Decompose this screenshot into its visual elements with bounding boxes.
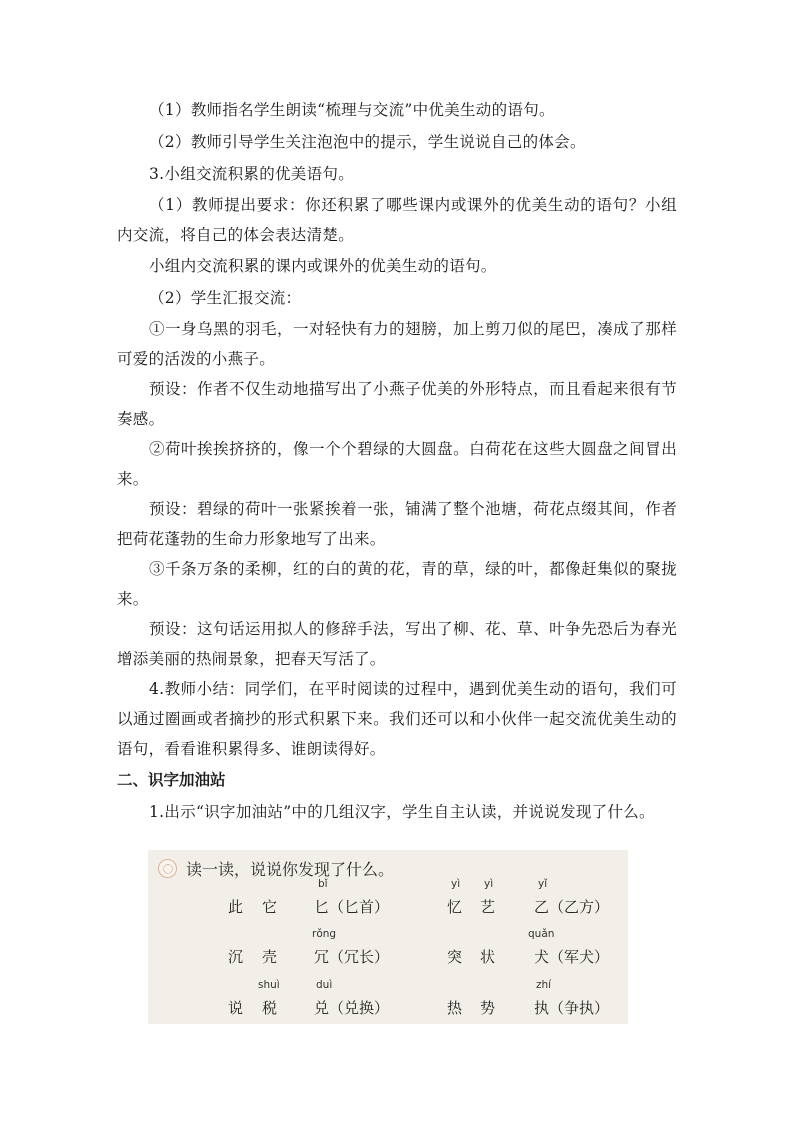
char: 税	[262, 999, 278, 1017]
document-body	[117, 94, 677, 828]
char: 艺	[480, 898, 496, 916]
pinyin: rǒng	[312, 928, 337, 940]
paragraph: （1）教师提出要求：你还积累了哪些课内或课外的优美生动的语句？小组内交流，将自己的体会表达清楚。	[117, 196, 677, 244]
flower-badge-icon	[158, 859, 177, 878]
pinyin: yì	[451, 878, 461, 890]
char: 说	[228, 999, 244, 1017]
char: 壳	[262, 948, 278, 966]
section-heading: 二、识字加油站	[117, 771, 226, 789]
pinyin: duì	[316, 979, 333, 991]
paragraph: ③千条万条的柔柳，红的白的黄的花，青的草，绿的叶，都像赶集似的聚拢来。	[117, 560, 677, 608]
paragraph: 3.小组交流积累的优美语句。	[149, 165, 354, 183]
paragraph: （1）教师指名学生朗读“梳理与交流”中优美生动的语句。	[149, 101, 555, 119]
char-phrase: 兑（兑换）	[314, 999, 390, 1017]
char: 热	[447, 999, 463, 1017]
paragraph: ①一身乌黑的羽毛，一对轻快有力的翅膀，加上剪刀似的尾巴，凑成了那样可爱的活泼的小燕子。	[117, 320, 677, 368]
literacy-card	[148, 850, 628, 1024]
char: 势	[480, 999, 496, 1017]
char: 忆	[447, 898, 463, 916]
paragraph: ②荷叶挨挨挤挤的，像一个个碧绿的大圆盘。白荷花在这些大圆盘之间冒出来。	[117, 440, 677, 488]
pinyin: shuì	[258, 979, 280, 991]
char: 突	[447, 948, 463, 966]
card-title: 读一读，说说你发现了什么。	[186, 859, 395, 879]
char-phrase: 执（争执）	[534, 999, 610, 1017]
char-phrase: 匕（匕首）	[314, 898, 390, 916]
card-header	[158, 856, 394, 880]
paragraph: 4.教师小结：同学们，在平时阅读的过程中，遇到优美生动的语句，我们可以通过圈画或者摘抄的形式积累下来。我们还可以和小伙伴一起交流优美生动的语句，看看谁积累得多、谁朗读得好。	[117, 680, 677, 758]
paragraph: 预设：这句话运用拟人的修辞手法，写出了柳、花、草、叶争先恐后为春光增添美丽的热闹景象，把春天写活了。	[117, 620, 677, 668]
paragraph: （2）教师引导学生关注泡泡中的提示，学生说说自己的体会。	[149, 133, 586, 151]
char: 状	[480, 948, 496, 966]
char-phrase: 乙（乙方）	[534, 898, 610, 916]
char: 此	[228, 898, 244, 916]
pinyin: zhí	[536, 979, 552, 991]
char: 它	[262, 898, 278, 916]
pinyin: bǐ	[318, 878, 328, 890]
char: 沉	[228, 948, 244, 966]
pinyin: yǐ	[538, 878, 548, 890]
paragraph: 小组内交流积累的课内或课外的优美生动的语句。	[149, 257, 497, 275]
paragraph: 1.出示“识字加油站”中的几组汉字，学生自主认读，并说说发现了什么。	[149, 803, 655, 821]
paragraph: （2）学生汇报交流：	[149, 289, 302, 307]
pinyin: yì	[484, 878, 494, 890]
paragraph: 预设：碧绿的荷叶一张紧挨着一张，铺满了整个池塘，荷花点缀其间，作者把荷花蓬勃的生命力形象地写了出来。	[117, 500, 677, 548]
char-phrase: 犬（军犬）	[534, 948, 610, 966]
paragraph: 预设：作者不仅生动地描写出了小燕子优美的外形特点，而且看起来很有节奏感。	[117, 380, 677, 428]
char-phrase: 冗（冗长）	[314, 948, 390, 966]
pinyin: quǎn	[528, 928, 555, 940]
